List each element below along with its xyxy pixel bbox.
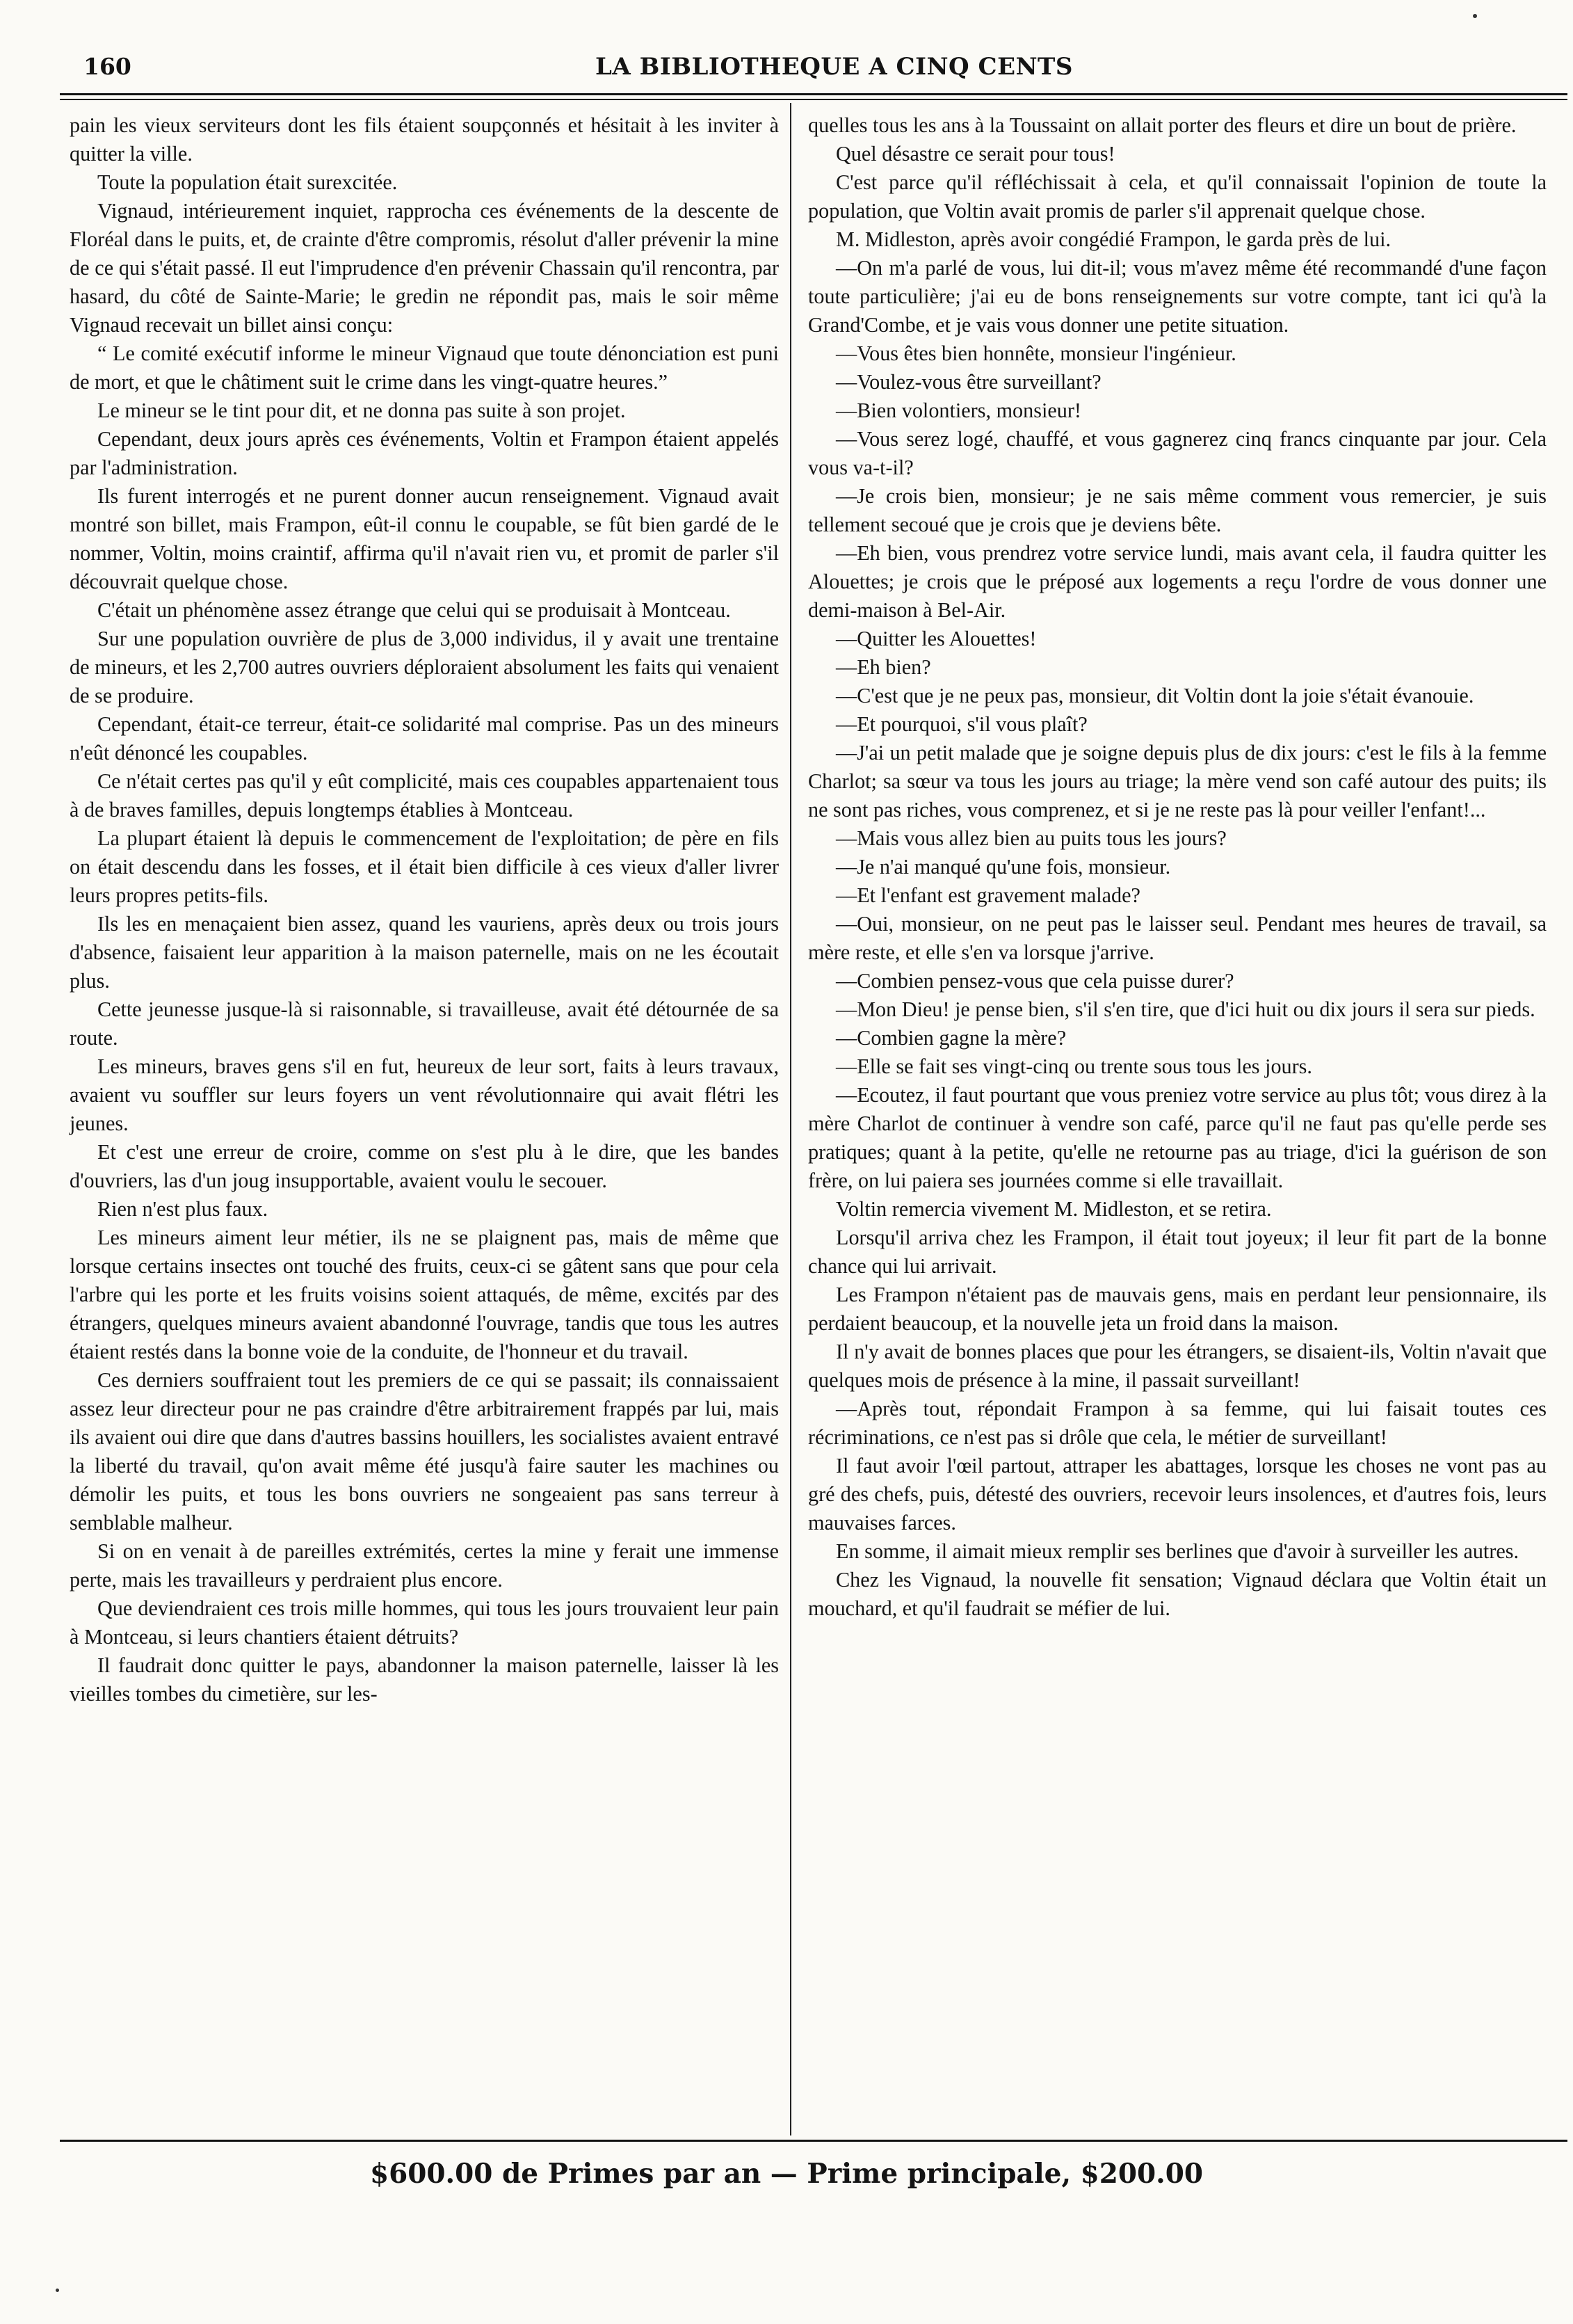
paragraph: Le mineur se le tint pour dit, et ne donna pas suite à son projet. xyxy=(97,399,626,422)
paragraph: —Ecoutez, il faut pourtant que vous preniez votre service au plus tôt; vous direz à la mère Charlot de continuer à vendre son café, parce qu'il ne faut pas qu'elle perde ses pratiques; quant à la petite, qu'elle ne retourne pas au triage, d'ici la guérison de son frère, on lui paiera ses journées comme si elle travaillait. xyxy=(808,1083,1547,1192)
paragraph: Toute la population était surexcitée. xyxy=(97,170,398,194)
paragraph: Cette jeunesse jusque-là si raisonnable, si travailleuse, avait été détournée de sa route. xyxy=(70,997,779,1050)
paragraph: —Mon Dieu! je pense bien, s'il s'en tire, que d'ici huit ou dix jours il sera sur pieds. xyxy=(836,997,1535,1021)
paragraph: —Combien gagne la mère? xyxy=(836,1026,1067,1050)
paragraph: Ces derniers souffraient tout les premiers de ce qui se passait; ils connaissaient assez leur directeur pour ne pas craindre d'être arbitrairement frappés par lui, mais ils avaient oui dire que dans d'autres bassins houillers, les socialistes avaient entravé la liberté du travail, qu'on avait même été jusqu'à faire sauter les machines ou démolir les puits, et tous les bons ouvriers ne songeaient pas sans terreur à semblable malheur. xyxy=(70,1368,779,1534)
header-rule xyxy=(60,93,1567,95)
paragraph: C'était un phénomène assez étrange que celui qui se produisait à Montceau. xyxy=(97,598,731,622)
paragraph: Si on en venait à de pareilles extrémités, certes la mine y ferait une immense perte, mais les travailleurs y perdraient plus encore. xyxy=(70,1539,779,1592)
paragraph: —Et pourquoi, s'il vous plaît? xyxy=(836,712,1088,736)
paragraph: M. Midleston, après avoir congédié Frampon, le garda près de lui. xyxy=(836,227,1392,251)
paragraph: “ Le comité exécutif informe le mineur Vignaud que toute dénonciation est puni de mort, et que le châtiment suit le crime dans les vingt-quatre heures.” xyxy=(70,342,779,394)
page-number: 160 xyxy=(83,53,131,80)
paragraph: C'est parce qu'il réfléchissait à cela, et qu'il connaissait l'opinion de toute la population, que Voltin avait promis de parler s'il apprenait quelque chose. xyxy=(808,170,1547,223)
footer-advert: $600.00 de Primes par an — Prime principale, $200.00 xyxy=(370,2158,1203,2190)
paragraph: pain les vieux serviteurs dont les fils étaient soupçonnés et hésitait à les inviter à quitter la ville. xyxy=(70,113,779,166)
footer-rule xyxy=(60,2140,1567,2142)
paragraph: —Bien volontiers, monsieur! xyxy=(836,399,1081,422)
paragraph: —J'ai un petit malade que je soigne depuis plus de dix jours: c'est le fils à la femme Charlot; sa sœur va tous les jours au triage; la mère vend son café autour des puits; ils ne sont pas riches, vous comprenez, et si je ne reste pas là pour veiller l'enfant!... xyxy=(808,741,1547,822)
paragraph: Les mineurs aiment leur métier, ils ne se plaignent pas, mais de même que lorsque certains insectes ont touché des fruits, ceux-ci se gâtent sans que pour cela l'arbre qui les porte et les fruits voisins soient attaqués, de même, excités par des étrangers, quelques mineurs avaient abandonné l'ouvrage, tandis que tous les autres étaient restés dans la bonne voie de la conduite, de l'honneur et du travail. xyxy=(70,1226,779,1363)
paragraph: —Vous êtes bien honnête, monsieur l'ingénieur. xyxy=(836,342,1236,365)
paragraph: Les Frampon n'étaient pas de mauvais gens, mais en perdant leur pensionnaire, ils perdaient beaucoup, et la nouvelle jeta un froid dans la maison. xyxy=(808,1283,1547,1335)
paragraph: Voltin remercia vivement M. Midleston, et se retira. xyxy=(836,1197,1272,1221)
paragraph: Quel désastre ce serait pour tous! xyxy=(836,142,1115,166)
paragraph: —Quitter les Alouettes! xyxy=(836,627,1037,650)
paragraph: Ce n'était certes pas qu'il y eût complicité, mais ces coupables appartenaient tous à de braves familles, depuis longtemps établies à Montceau. xyxy=(70,769,779,822)
paragraph: —Eh bien, vous prendrez votre service lundi, mais avant cela, il faudra quitter les Alouettes; je crois que le préposé aux logements a reçu l'ordre de vous donner une demi-maison à Bel-Air. xyxy=(808,541,1547,622)
paragraph: —Oui, monsieur, on ne peut pas le laisser seul. Pendant mes heures de travail, sa mère reste, et elle s'en va lorsque j'arrive. xyxy=(808,912,1547,964)
paragraph: —Et l'enfant est gravement malade? xyxy=(836,883,1140,907)
paragraph: Sur une population ouvrière de plus de 3,000 individus, il y avait une trentaine de mineurs, et les 2,700 autres ouvriers déploraient absolument les faits qui venaient de se produire. xyxy=(70,627,779,707)
left-text-column xyxy=(70,111,779,1708)
paragraph: La plupart étaient là depuis le commencement de l'exploitation; de père en fils on était descendu dans les fosses, et il était bien difficile à ces vieux d'aller livrer leurs propres petits-fils. xyxy=(70,826,779,907)
column-divider xyxy=(790,103,791,2135)
paragraph: —Je crois bien, monsieur; je ne sais même comment vous remercier, je suis tellement secoué que je crois que je deviens bête. xyxy=(808,484,1547,536)
paragraph: En somme, il aimait mieux remplir ses berlines que d'avoir à surveiller les autres. xyxy=(836,1539,1519,1563)
paragraph: —Après tout, répondait Frampon à sa femme, qui lui faisait toutes ces récriminations, ce n'est pas si drôle que cela, le métier de surveillant! xyxy=(808,1397,1547,1449)
print-speck xyxy=(1473,14,1477,18)
paragraph: Il n'y avait de bonnes places que pour les étrangers, se disaient-ils, Voltin n'avait que quelques mois de présence à la mine, il passait surveillant! xyxy=(808,1340,1547,1392)
paragraph: Que deviendraient ces trois mille hommes, qui tous les jours trouvaient leur pain à Montceau, si leurs chantiers étaient détruits? xyxy=(70,1596,779,1649)
paragraph: Rien n'est plus faux. xyxy=(97,1197,268,1221)
paragraph: Les mineurs, braves gens s'il en fut, heureux de leur sort, faits à leurs travaux, avaient vu souffler sur leurs foyers un vent révolutionnaire qui avait flétri les jeunes. xyxy=(70,1055,779,1135)
paragraph: —Elle se fait ses vingt-cinq ou trente sous tous les jours. xyxy=(836,1055,1312,1078)
print-speck xyxy=(56,2289,59,2292)
paragraph: Chez les Vignaud, la nouvelle fit sensation; Vignaud déclara que Voltin était un mouchard, et qu'il faudrait se méfier de lui. xyxy=(808,1568,1547,1620)
paragraph: Cependant, était-ce terreur, était-ce solidarité mal comprise. Pas un des mineurs n'eût dénoncé les coupables. xyxy=(70,712,779,764)
paragraph: Il faudrait donc quitter le pays, abandonner la maison paternelle, laisser là les vieilles tombes du cimetière, sur les- xyxy=(70,1653,779,1706)
paragraph: Cependant, deux jours après ces événements, Voltin et Frampon étaient appelés par l'administration. xyxy=(70,427,779,479)
paragraph: —Combien pensez-vous que cela puisse durer? xyxy=(836,969,1234,993)
paragraph: Ils les en menaçaient bien assez, quand les vauriens, après deux ou trois jours d'absence, faisaient leur apparition à la maison paternelle, mais on ne les écoutait plus. xyxy=(70,912,779,993)
paragraph: Il faut avoir l'œil partout, attraper les abattages, lorsque les choses ne vont pas au gré des chefs, puis, détesté des ouvriers, recevoir leurs insolences, et d'autres fois, leurs mauvaises farces. xyxy=(808,1454,1547,1534)
paragraph: —Je n'ai manqué qu'une fois, monsieur. xyxy=(836,855,1171,879)
paragraph: Lorsqu'il arriva chez les Frampon, il était tout joyeux; il leur fit part de la bonne chance qui lui arrivait. xyxy=(808,1226,1547,1278)
paragraph: —Mais vous allez bien au puits tous les jours? xyxy=(836,826,1227,850)
paragraph: Vignaud, intérieurement inquiet, rapprocha ces événements de la descente de Floréal dans le puits, et, de crainte d'être compromis, résolut d'aller prévenir la mine de ce qui s'était passé. Il eut l'imprudence d'en prévenir Chassain qu'il rencontra, par hasard, du côté de Sainte-Marie; le gredin ne répondit pas, mais le soir même Vignaud recevait un billet ainsi conçu: xyxy=(70,199,779,337)
paragraph: —Eh bien? xyxy=(836,655,931,679)
right-text-column xyxy=(808,111,1547,1623)
paragraph: —Voulez-vous être surveillant? xyxy=(836,370,1102,394)
header-rule-thin xyxy=(60,99,1567,100)
paragraph: —On m'a parlé de vous, lui dit-il; vous m'avez même été recommandé d'une façon toute particulière; j'ai eu de bons renseignements sur votre compte, tant ici qu'à la Grand'Combe, et je vais vous donner une petite situation. xyxy=(808,256,1547,337)
paragraph: Ils furent interrogés et ne purent donner aucun renseignement. Vignaud avait montré son billet, mais Frampon, eût-il connu le coupable, se fût bien gardé de le nommer, Voltin, moins craintif, affirma qu'il n'avait rien vu, et promit de parler s'il découvrait quelque chose. xyxy=(70,484,779,593)
paragraph: quelles tous les ans à la Toussaint on allait porter des fleurs et dire un bout de prière. xyxy=(808,113,1517,137)
paragraph: —Vous serez logé, chauffé, et vous gagnerez cinq francs cinquante par jour. Cela vous va-t-il? xyxy=(808,427,1547,479)
page-header xyxy=(60,39,1567,81)
paragraph: Et c'est une erreur de croire, comme on s'est plu à le dire, que les bandes d'ouvriers, las d'un joug insupportable, avaient voulu le secouer. xyxy=(70,1140,779,1192)
running-title: LA BIBLIOTHEQUE A CINQ CENTS xyxy=(595,53,1073,81)
paragraph: —C'est que je ne peux pas, monsieur, dit Voltin dont la joie s'était évanouie. xyxy=(836,684,1474,707)
